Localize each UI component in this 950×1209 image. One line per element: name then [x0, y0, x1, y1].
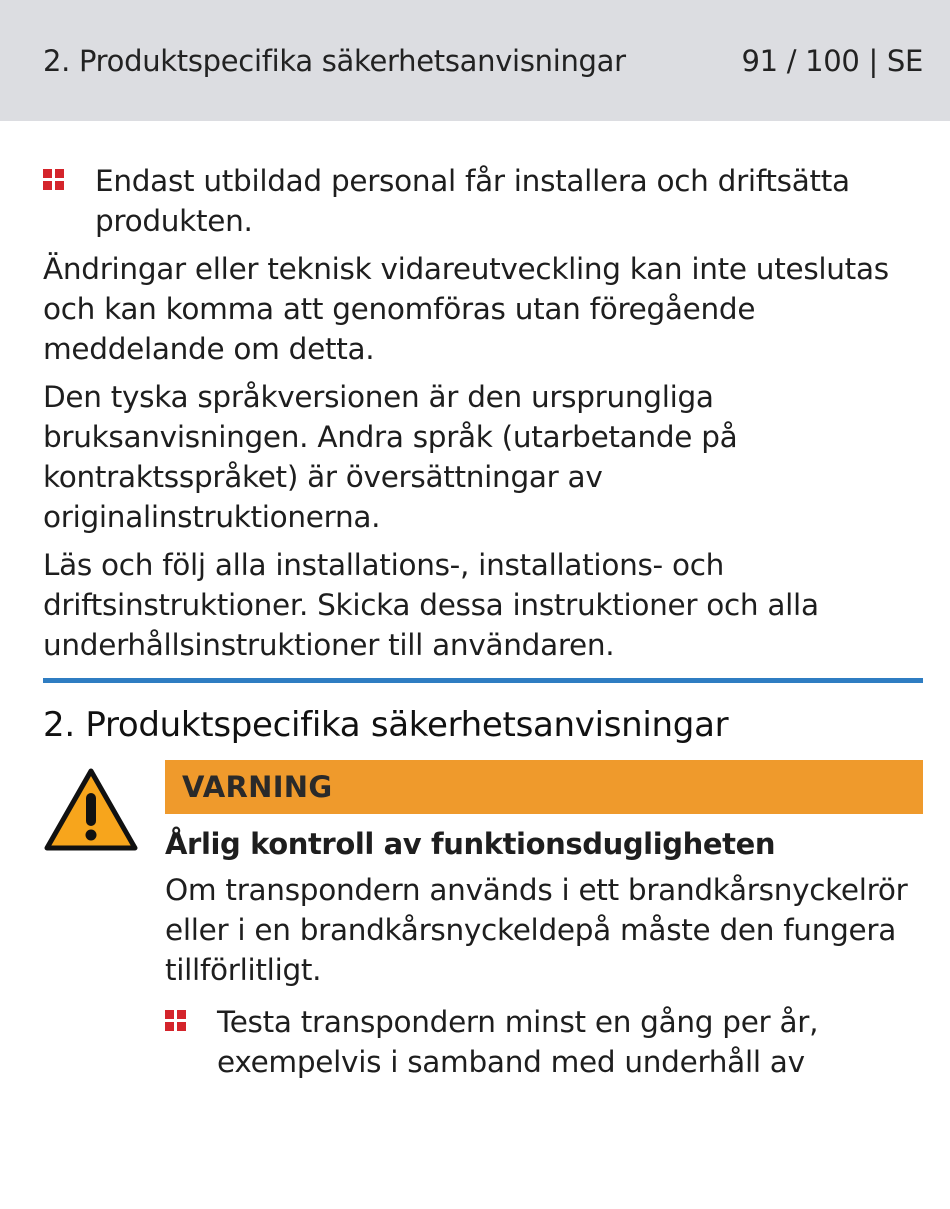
page-header: [0, 0, 950, 121]
warning-body: [165, 760, 923, 1082]
warning-bullet: [165, 1002, 923, 1082]
page-content: [0, 161, 950, 1082]
section-heading: 2. Produktspecifika säkerhetsanvisningar: [43, 705, 729, 745]
header-title: 2. Produktspecifika säkerhetsanvisningar: [43, 43, 626, 78]
bullet-squares-icon: [165, 1002, 217, 1032]
warning-label-bar: [165, 760, 923, 814]
warning-triangle-icon: [43, 760, 165, 1082]
warning-text: Om transpondern används i ett brandkårsnyckelrör eller i en brandkårsnyckeldepå måste den fungera tillförlitligt.: [165, 873, 908, 987]
warning-label: VARNING: [182, 770, 333, 804]
warning-block: [43, 760, 923, 1082]
section-divider: [43, 678, 923, 683]
paragraph-instructions: Läs och följ alla installations-, installations- och driftsinstruktioner. Skicka dessa instruktioner och alla underhållsinstruktioner till användaren.: [43, 548, 819, 662]
warning-bullet-text: Testa transpondern minst en gång per år, exempelvis i samband med underhåll av: [217, 1005, 819, 1079]
intro-bullet: [43, 161, 923, 241]
bullet-squares-icon: [43, 161, 95, 191]
paragraph-language: Den tyska språkversionen är den ursprungliga bruksanvisningen. Andra språk (utarbetande på kontraktsspråket) är översättningar av originalinstruktionerna.: [43, 380, 738, 534]
intro-bullet-text: Endast utbildad personal får installera och driftsätta produkten.: [95, 164, 850, 238]
page-number: 91 / 100 | SE: [741, 43, 923, 78]
paragraph-changes: Ändringar eller teknisk vidareutveckling kan inte uteslutas och kan komma att genomföras utan föregående meddelande om detta.: [43, 252, 889, 366]
warning-title: Årlig kontroll av funktionsdugligheten: [165, 827, 776, 861]
